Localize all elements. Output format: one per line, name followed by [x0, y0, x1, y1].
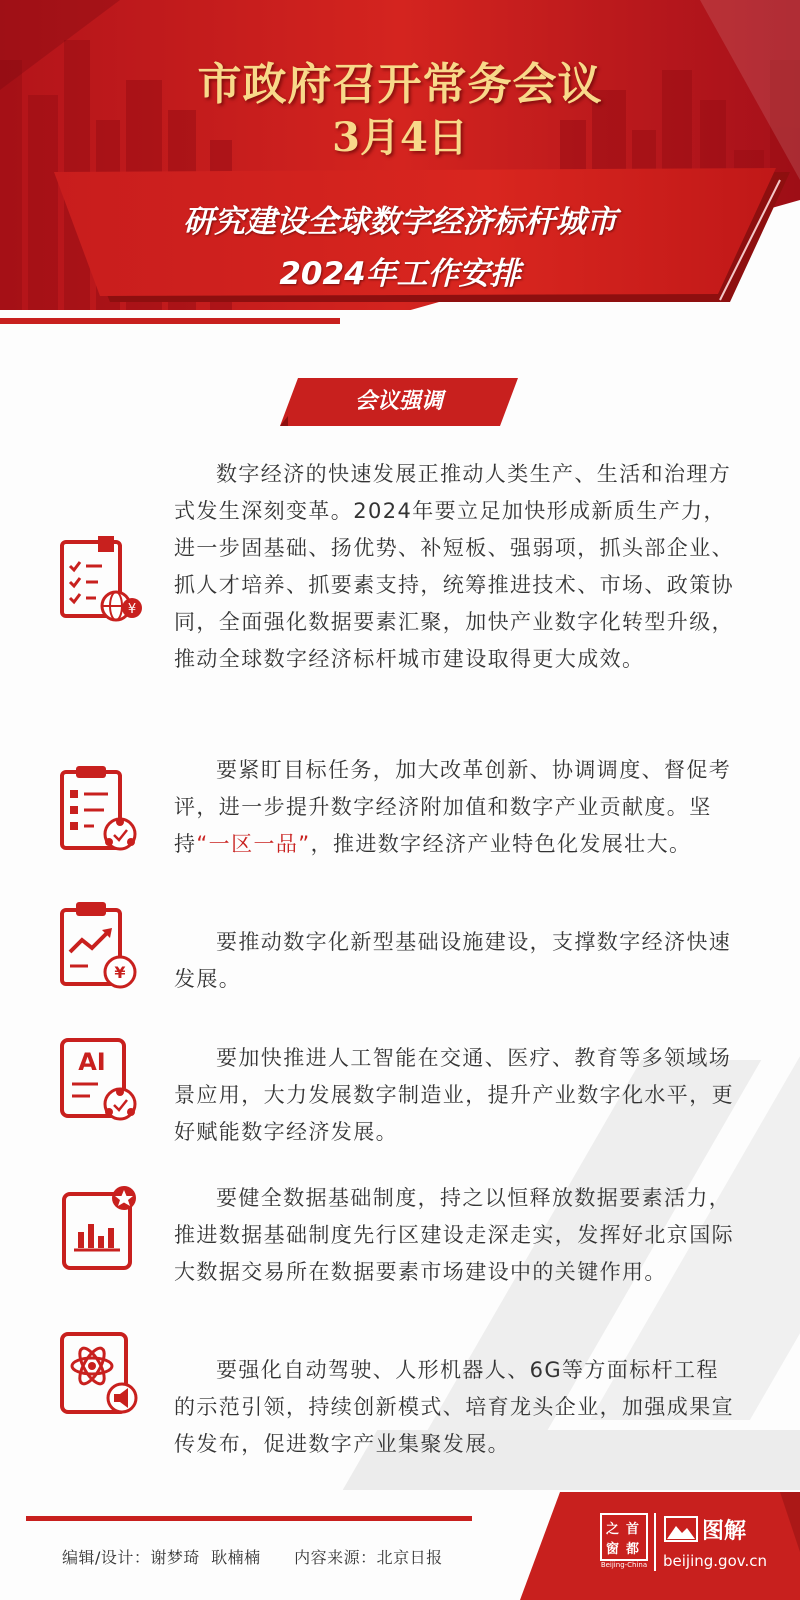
site-logo[interactable]: [600, 1513, 648, 1561]
logo-char: 之: [606, 1522, 620, 1537]
footer-brand-block: [520, 1492, 800, 1600]
ai-network-icon: [58, 1036, 144, 1128]
svg-text:¥: ¥: [127, 602, 137, 617]
paragraph-2-text-end: ，推进数字经济产业特色化发展壮大。: [310, 832, 692, 856]
banner-line-2: 2024年工作安排: [279, 256, 521, 292]
paragraph-3: 要推动数字化新型基础设施建设，支撑数字经济快速发展。: [174, 930, 732, 991]
footer-divider: [26, 1516, 472, 1521]
site-url[interactable]: beijing.gov.cn: [663, 1552, 767, 1570]
svg-text:¥: ¥: [114, 963, 126, 982]
ai-label: AI: [78, 1048, 106, 1076]
header: [0, 0, 800, 330]
page-title: 市政府召开常务会议: [197, 59, 603, 110]
credit-line: 编辑/设计：谢梦琦 耿楠楠 内容来源：北京日报: [62, 1548, 443, 1567]
clipboard-network-icon: [58, 766, 144, 858]
paragraph-2: [174, 752, 737, 863]
logo-subtitle: Beijing-China: [600, 1561, 648, 1569]
paragraph-5: 要健全数据基础制度，持之以恒释放数据要素活力，推进数据基础制度先行区建设走深走实，发挥好北京国际大数据交易所在数据要素市场建设中的关键作用。: [174, 1186, 734, 1284]
bar-chart-star-icon: [58, 1184, 144, 1276]
paragraph-2-highlight: “一区一品”: [196, 832, 311, 856]
clipboard-chart-yen-icon: [58, 902, 144, 994]
logo-char: 窗: [606, 1542, 620, 1557]
banner-line-1: 研究建设全球数字经济标杆城市: [183, 204, 617, 240]
logo-char: 首: [626, 1522, 640, 1537]
paragraph-2-text: 要紧盯目标任务，加大改革创新、协调调度、督促考评，进一步提升数字经济附加值和数字产业贡献度。坚持: [174, 758, 732, 856]
meeting-date: 3月4日: [332, 114, 468, 161]
paragraph-1: 数字经济的快速发展正推动人类生产、生活和治理方式发生深刻变革。2024年要立足加快形成新质生产力，进一步固基础、扬优势、补短板、强弱项，抓头部企业、抓人才培养、抓要素支持，统筹推进技术、市场、政策协同，全面强化数据要素汇聚，加快产业数字化转型升级，推动全球数字经济标杆城市建设取得更大成效。: [174, 462, 734, 671]
paragraph-4: 要加快推进人工智能在交通、医疗、教育等多领域场景应用，大力发展数字制造业，提升产业数字化水平，更好赋能数字经济发展。: [174, 1046, 734, 1144]
tujie-label: 图解: [702, 1519, 747, 1544]
atom-megaphone-icon: [58, 1330, 144, 1422]
mountain-picture-icon: [664, 1516, 698, 1542]
section-tag-label: 会议强调: [354, 389, 443, 414]
paragraph-6: 要强化自动驾驶、人形机器人、6G等方面标杆工程的示范引领，持续创新模式、培育龙头企业，加强成果宣传发布，促进数字产业集聚发展。: [174, 1358, 734, 1456]
section-tag: [280, 378, 518, 426]
logo-separator: [654, 1513, 656, 1571]
checklist-globe-yen-icon: [58, 536, 144, 628]
banner-title: [90, 196, 710, 300]
logo-char: 都: [626, 1542, 640, 1557]
